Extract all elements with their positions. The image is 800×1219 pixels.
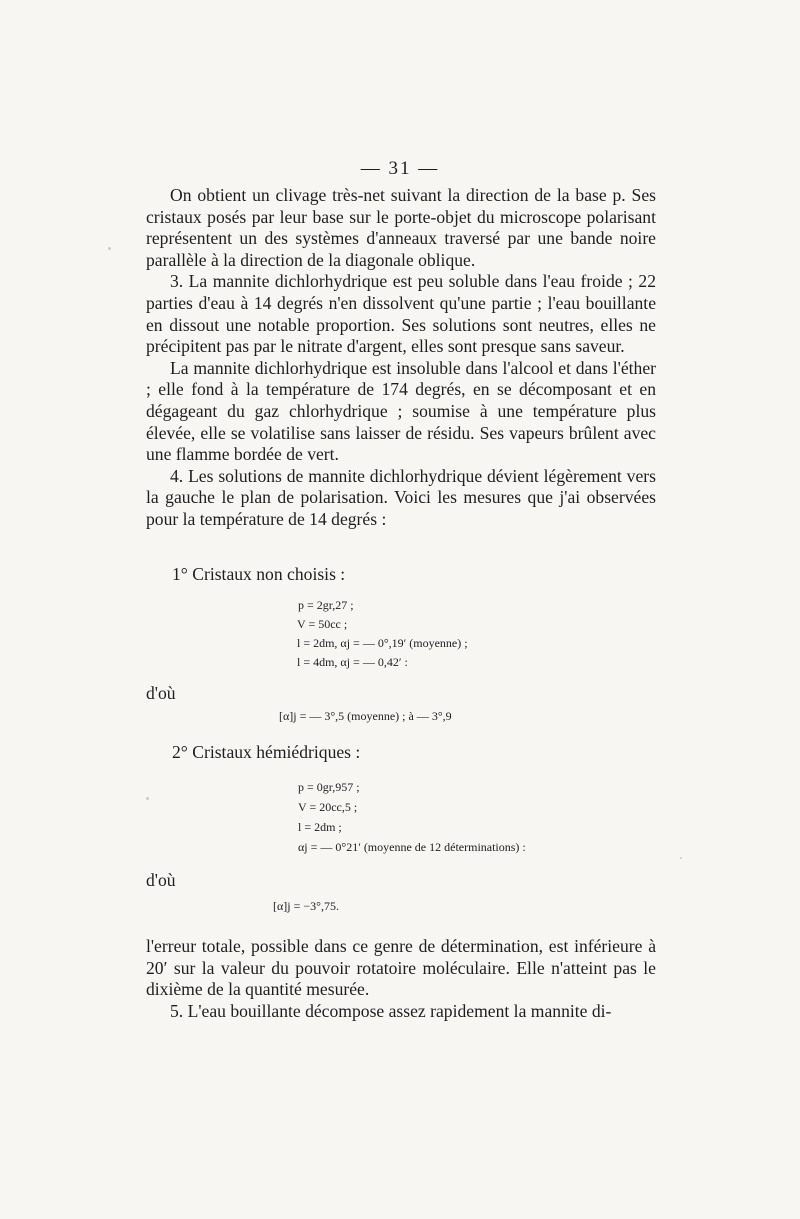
formula-1-3: l = 2dm, αj = — 0°,19′ (moyenne) ; bbox=[297, 636, 468, 650]
paragraph-block-top bbox=[146, 185, 656, 531]
formula-1-2: V = 50cc ; bbox=[297, 617, 348, 631]
section-2-heading: 2° Cristaux hémiédriques : bbox=[172, 742, 361, 762]
paragraph-3: La mannite dichlorhydrique est insoluble dans l'alcool et dans l'éther ; elle fond à la température de 174 degrés, en se décomposant et en dégageant du gaz chlorhydrique ; soumise à une température plus élevée, elle se volatilise sans laisser de résidu. Ses vapeurs brûlent avec une flamme bordée de vert. bbox=[146, 357, 656, 465]
page-number: — 31 — bbox=[360, 158, 440, 179]
scan-speck bbox=[146, 797, 149, 800]
formula-2-3: l = 2dm ; bbox=[298, 820, 342, 834]
closing-paragraph-2: 5. L'eau bouillante décompose assez rapidement la mannite di- bbox=[170, 1000, 612, 1021]
paragraph-block-bottom bbox=[146, 936, 656, 1022]
formula-1-1: p = 2gr,27 ; bbox=[298, 598, 354, 612]
paragraph-4: 4. Les solutions de mannite dichlorhydrique dévient légèrement vers la gauche le plan de polarisation. Voici les mesures que j'ai observées pour la température de 14 degrés : bbox=[146, 465, 656, 529]
paragraph-2: 3. La mannite dichlorhydrique est peu soluble dans l'eau froide ; 22 parties d'eau à 14 degrés n'en dissolvent qu'une partie ; l'eau bouillante en dissout une notable proportion. Ses solutions sont neutres, elles ne précipitent pas par le nitrate d'argent, elles sont presque sans saveur. bbox=[146, 271, 656, 357]
section-1-heading: 1° Cristaux non choisis : bbox=[172, 564, 346, 584]
closing-paragraph: l'erreur totale, possible dans ce genre de détermination, est inférieure à 20′ sur la valeur du pouvoir rotatoire moléculaire. Elle n'atteint pas le dixième de la quantité mesurée. bbox=[146, 936, 656, 1000]
dou-1: d'où bbox=[146, 683, 176, 703]
scan-speck bbox=[108, 247, 111, 250]
scan-speck bbox=[680, 857, 682, 859]
paragraph-1: On obtient un clivage très-net suivant la direction de la base p. Ses cristaux posés par leur base sur le porte-objet du microscope polarisant représentent un des systèmes d'anneaux traversé par une bande noire parallèle à la direction de la diagonale oblique. bbox=[146, 185, 656, 270]
formula-1-4: l = 4dm, αj = — 0,42′ : bbox=[297, 655, 408, 669]
result-1: [α]j = — 3°,5 (moyenne) ; à — 3°,9 bbox=[279, 709, 452, 723]
result-2: [α]j = −3°,75. bbox=[273, 899, 339, 913]
formula-2-1: p = 0gr,957 ; bbox=[298, 780, 360, 794]
formula-2-4: αj = — 0°21′ (moyenne de 12 déterminations) : bbox=[298, 840, 526, 854]
formula-2-2: V = 20cc,5 ; bbox=[298, 800, 358, 814]
dou-2: d'où bbox=[146, 870, 176, 890]
